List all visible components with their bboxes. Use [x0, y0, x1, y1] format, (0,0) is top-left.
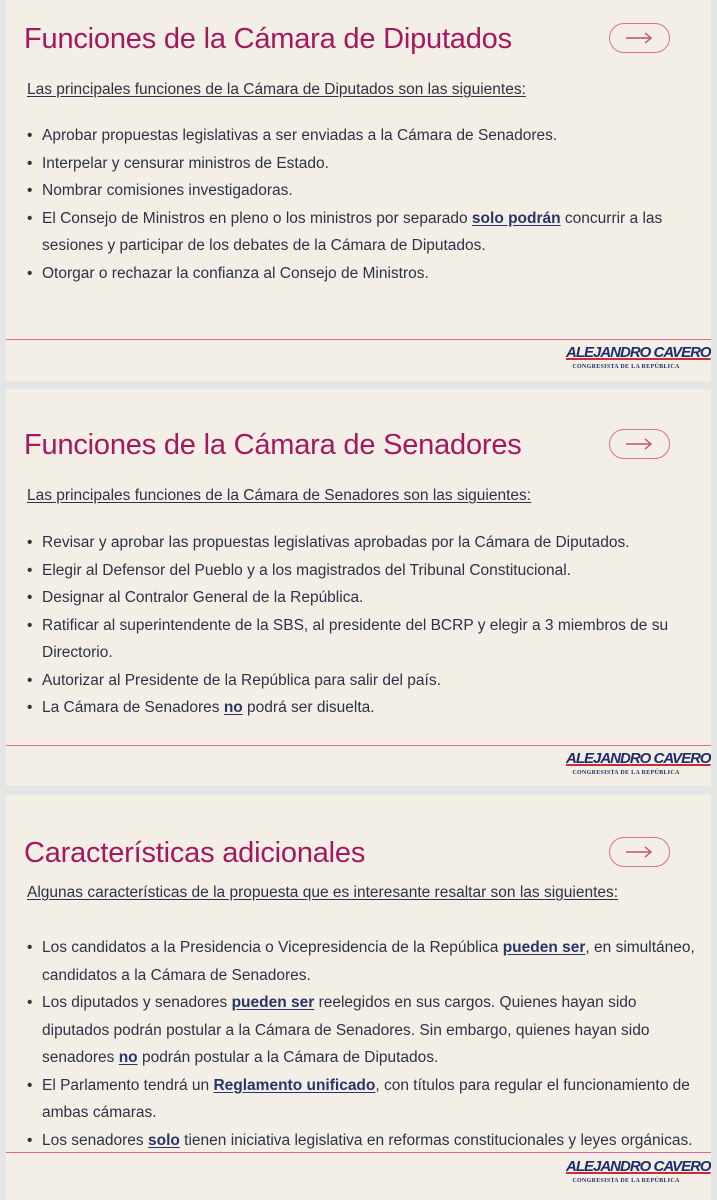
- emphasis-text: solo: [148, 1131, 180, 1149]
- list-item: • La Cámara de Senadores no podrá ser disuelta.: [27, 694, 697, 722]
- list-item: • Ratificar al superintendente de la SBS, al presidente del BCRP y elegir a 3 miembros de su Directorio.: [27, 612, 697, 667]
- list-item: • Revisar y aprobar las propuestas legislativas aprobadas por la Cámara de Diputados.: [27, 529, 697, 557]
- list-item: • Aprobar propuestas legislativas a ser enviadas a la Cámara de Senadores.: [27, 122, 697, 150]
- arrow-right-icon: [626, 32, 653, 44]
- list-item: • Los diputados y senadores pueden ser reelegidos en sus cargos. Quienes hayan sido diputados podrán postular a la Cámara de Senadores. Sin embargo, quienes hayan sido senadores no podrán postular a la Cámara de Diputados.: [27, 989, 697, 1072]
- divider: [6, 745, 711, 746]
- list-item: • Interpelar y censurar ministros de Estado.: [27, 150, 697, 178]
- bullet-list: [27, 529, 697, 722]
- logo-alejandro-cavero: [566, 1158, 711, 1190]
- list-item: • Nombrar comisiones investigadoras.: [27, 177, 697, 205]
- logo-alejandro-cavero: [566, 344, 711, 376]
- emphasis-text: no: [223, 699, 243, 716]
- logo-name: ALEJANDRO CAVERO: [566, 1158, 711, 1175]
- list-item: • Autorizar al Presidente de la República para salir del país.: [27, 667, 697, 695]
- bullet-list: [27, 934, 697, 1154]
- section-intro: Las principales funciones de la Cámara de Senadores son las siguientes:: [27, 487, 532, 504]
- list-item: • El Consejo de Ministros en pleno o los ministros por separado solo podrán concurrir a las sesiones y participar de los debates de la Cámara de Diputados.: [27, 205, 697, 260]
- arrow-right-icon: [626, 438, 653, 450]
- emphasis-text: pueden ser: [231, 994, 315, 1011]
- section-title: Funciones de la Cámara de Senadores: [24, 429, 522, 461]
- logo-subtitle: CONGRESISTA DE LA REPÚBLICA: [572, 364, 680, 370]
- section-intro: Algunas características de la propuesta que es interesante resaltar son las siguientes:: [27, 884, 619, 901]
- section-title: Funciones de la Cámara de Diputados: [24, 23, 512, 55]
- section-card-caracteristicas: [6, 795, 711, 1200]
- emphasis-text: pueden ser: [502, 939, 586, 956]
- list-item: • Designar al Contralor General de la República.: [27, 584, 697, 612]
- bullet-list: [27, 122, 697, 287]
- logo-subtitle: CONGRESISTA DE LA REPÚBLICA: [572, 770, 680, 776]
- arrow-button[interactable]: [609, 837, 670, 867]
- logo-alejandro-cavero: [566, 750, 711, 782]
- emphasis-text: Reglamento unificado: [213, 1076, 376, 1094]
- logo-name: ALEJANDRO CAVERO: [566, 750, 711, 767]
- list-item: • Los senadores solo tienen iniciativa legislativa en reformas constitucionales y leyes orgánicas.: [27, 1127, 697, 1155]
- arrow-button[interactable]: [609, 23, 670, 53]
- section-title: Características adicionales: [24, 837, 366, 869]
- arrow-button[interactable]: [609, 429, 670, 459]
- list-item: • Elegir al Defensor del Pueblo y a los magistrados del Tribunal Constitucional.: [27, 557, 697, 585]
- divider: [6, 1152, 711, 1153]
- section-intro: Las principales funciones de la Cámara de Diputados son las siguientes:: [27, 81, 526, 98]
- arrow-right-icon: [626, 846, 653, 858]
- list-item: • Otorgar o rechazar la confianza al Consejo de Ministros.: [27, 260, 697, 288]
- logo-name: ALEJANDRO CAVERO: [566, 344, 711, 361]
- list-item: • El Parlamento tendrá un Reglamento unificado, con títulos para regular el funcionamiento de ambas cámaras.: [27, 1072, 697, 1127]
- divider: [6, 339, 711, 340]
- section-card-senadores: [6, 389, 711, 786]
- logo-subtitle: CONGRESISTA DE LA REPÚBLICA: [572, 1178, 680, 1184]
- list-item: • Los candidatos a la Presidencia o Vicepresidencia de la República pueden ser, en simultáneo, candidatos a la Cámara de Senadores.: [27, 934, 697, 989]
- section-card-diputados: [6, 0, 711, 381]
- emphasis-text: no: [118, 1049, 138, 1066]
- emphasis-text: solo podrán: [471, 209, 561, 227]
